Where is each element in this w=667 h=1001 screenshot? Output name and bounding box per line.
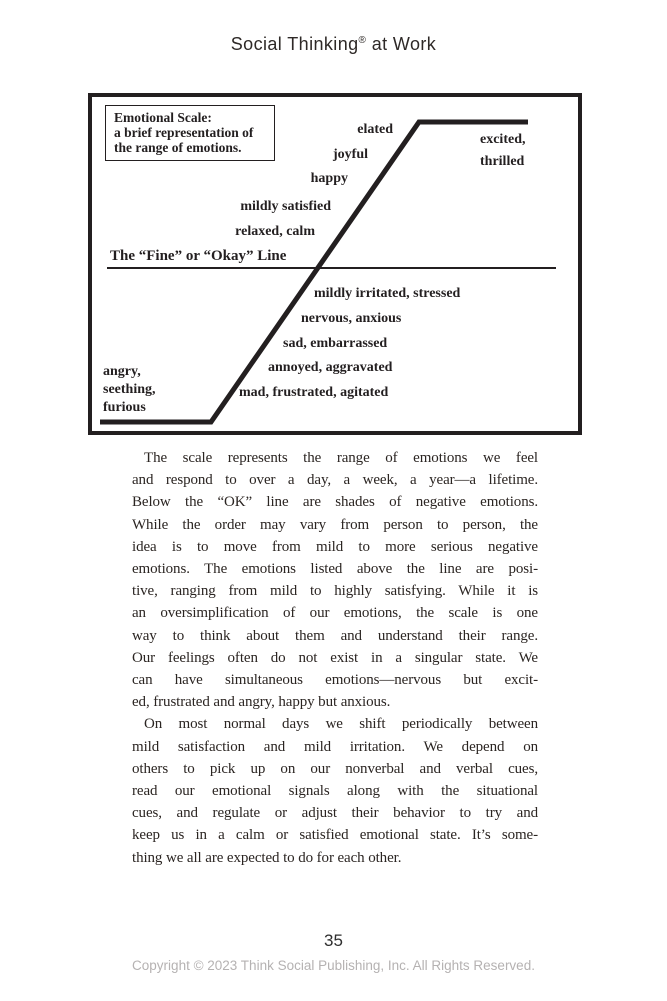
- text-line: keep us in a calm or satisfied emotional state. It’s some-: [132, 827, 538, 844]
- emotion-label-happy: happy: [310, 171, 348, 186]
- text-line: Our feelings often do not exist in a singular state. We: [132, 649, 538, 666]
- text-line: On most normal days we shift periodically between: [144, 716, 538, 733]
- text-line: mild satisfaction and mild irritation. We depend on: [132, 738, 538, 755]
- text-line: can have simultaneous emotions—nervous but excit-: [132, 672, 538, 689]
- text-line: While the order may vary from person to person, the: [132, 516, 538, 533]
- emotion-label-joyful: joyful: [333, 147, 368, 162]
- text-line: The scale represents the range of emotions we feel: [144, 450, 538, 466]
- emotion-label-excited-thrilled: [480, 129, 525, 173]
- text-line: read our emotional signals along with the situational: [132, 783, 538, 800]
- emotion-label-seething-line: seething,: [103, 382, 156, 397]
- emotion-label-thrilled-line: thrilled: [480, 154, 525, 169]
- text-line: ed, frustrated and angry, happy but anxious.: [132, 694, 391, 711]
- emotion-scale-line: [100, 122, 528, 422]
- paragraph: [132, 713, 538, 868]
- text-line: others to pick up on our nonverbal and verbal cues,: [132, 760, 538, 777]
- text-line: way to think about them and understand their range.: [132, 627, 538, 644]
- diagram-legend-box: [105, 105, 275, 161]
- legend-line: Emotional Scale:: [114, 110, 212, 125]
- copyright-notice: Copyright © 2023 Think Social Publishing, Inc. All Rights Reserved.: [132, 958, 535, 973]
- emotion-label-excited-line: excited,: [480, 132, 526, 147]
- text-line: thing we all are expected to do for each other.: [132, 849, 402, 866]
- emotion-label-angry-line: angry,: [103, 364, 141, 379]
- page-number: 35: [324, 931, 343, 950]
- legend-line: a brief representation of: [114, 125, 254, 140]
- running-head-title: Social Thinking: [230, 34, 359, 54]
- emotion-label-elated: elated: [357, 122, 393, 137]
- emotion-label-relaxed-calm: relaxed, calm: [235, 224, 315, 239]
- registered-trademark-symbol: ®: [358, 35, 367, 46]
- running-head: [0, 34, 667, 55]
- okay-line-label: The “Fine” or “Okay” Line: [110, 248, 287, 264]
- emotion-label-mildly-satisfied: mildly satisfied: [240, 199, 331, 214]
- text-line: idea is to move from mild to more serious negative: [132, 538, 538, 555]
- emotion-label-mad-frustrated: mad, frustrated, agitated: [239, 385, 389, 400]
- body-text: [132, 447, 538, 869]
- legend-line: the range of emotions.: [114, 140, 242, 155]
- emotion-label-angry-seething-furious: [103, 363, 156, 417]
- text-line: Below the “OK” line are shades of negative emotions.: [132, 494, 538, 511]
- emotion-label-nervous-anxious: nervous, anxious: [301, 311, 402, 326]
- text-line: emotions. The emotions listed above the line are posi-: [132, 561, 538, 578]
- running-head-suffix: at Work: [366, 34, 437, 54]
- text-line: tive, ranging from mild to highly satisfying. While it is: [132, 583, 538, 600]
- emotion-label-sad-embarrassed: sad, embarrassed: [283, 336, 388, 351]
- emotion-label-mildly-irritated: mildly irritated, stressed: [314, 286, 461, 301]
- text-line: and respond to over a day, a week, a year—a lifetime.: [132, 472, 538, 489]
- text-line: an oversimplification of our emotions, the scale is one: [132, 605, 538, 622]
- emotion-label-annoyed-aggravated: annoyed, aggravated: [268, 360, 393, 375]
- paragraph: [132, 447, 538, 713]
- emotional-scale-diagram: [88, 93, 582, 435]
- text-line: cues, and regulate or adjust their behavior to try and: [132, 805, 538, 822]
- emotion-label-furious-line: furious: [103, 400, 146, 415]
